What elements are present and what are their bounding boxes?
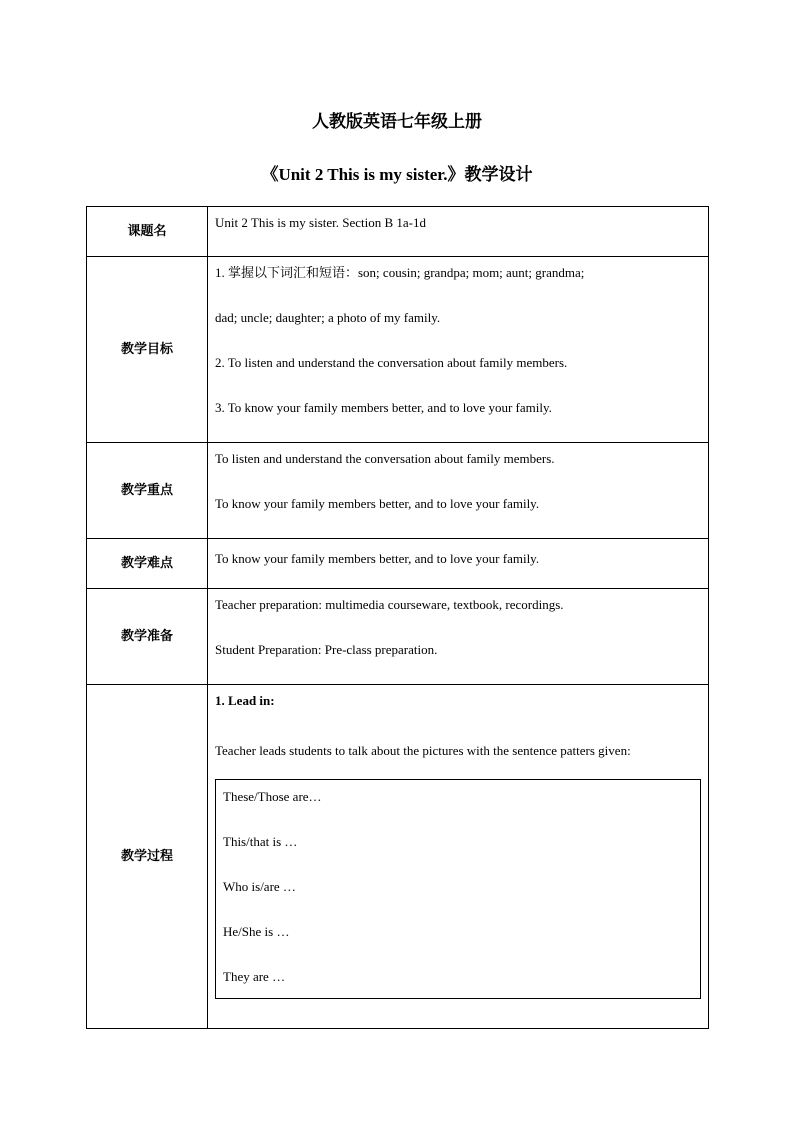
- sentence-pattern: This/that is …: [223, 834, 298, 849]
- table-row-preparation: [87, 589, 709, 685]
- table-row-key-points: [87, 443, 709, 539]
- table-row-process: [87, 685, 709, 1029]
- table-row-topic: [87, 207, 709, 257]
- key-points-label: 教学重点: [87, 443, 208, 539]
- objective-line: 1. 掌握以下词汇和短语：son; cousin; grandpa; mom; aunt; grandma;: [215, 265, 585, 280]
- preparation-cell: [208, 589, 709, 685]
- preparation-line: Teacher preparation: multimedia courseware, textbook, recordings.: [215, 597, 564, 612]
- lesson-plan-table: [86, 206, 709, 1029]
- topic-label: 课题名: [87, 207, 208, 257]
- process-step-text: Teacher leads students to talk about the pictures with the sentence patters given:: [215, 743, 631, 758]
- document-subtitle: 《Unit 2 This is my sister.》教学设计: [261, 165, 533, 184]
- sentence-pattern: They are …: [223, 969, 286, 984]
- objective-line: 2. To listen and understand the conversation about family members.: [215, 355, 568, 370]
- sentence-pattern: These/Those are…: [223, 789, 322, 804]
- key-point-line: To know your family members better, and to love your family.: [215, 496, 540, 511]
- difficulties-cell: [208, 539, 709, 589]
- difficulties-label: 教学难点: [87, 539, 208, 589]
- table-row-difficulties: [87, 539, 709, 589]
- sentence-pattern: Who is/are …: [223, 879, 296, 894]
- sentence-pattern: He/She is …: [223, 924, 290, 939]
- topic-cell: [208, 207, 709, 257]
- preparation-label: 教学准备: [87, 589, 208, 685]
- table-row-objectives: [87, 257, 709, 443]
- document-title: 人教版英语七年级上册: [312, 112, 482, 131]
- process-step-heading: 1. Lead in:: [215, 693, 275, 708]
- preparation-line: Student Preparation: Pre-class preparation.: [215, 642, 438, 657]
- process-label: 教学过程: [87, 685, 208, 1029]
- topic-value: Unit 2 This is my sister. Section B 1a-1d: [215, 215, 427, 230]
- objectives-cell: [208, 257, 709, 443]
- objective-line: dad; uncle; daughter; a photo of my family.: [215, 310, 441, 325]
- process-cell: [208, 685, 709, 1029]
- difficulty-line: To know your family members better, and to love your family.: [215, 551, 540, 566]
- objectives-label: 教学目标: [87, 257, 208, 443]
- key-point-line: To listen and understand the conversation about family members.: [215, 451, 555, 466]
- sentence-patterns-box: [215, 779, 701, 999]
- key-points-cell: [208, 443, 709, 539]
- objective-line: 3. To know your family members better, and to love your family.: [215, 400, 552, 415]
